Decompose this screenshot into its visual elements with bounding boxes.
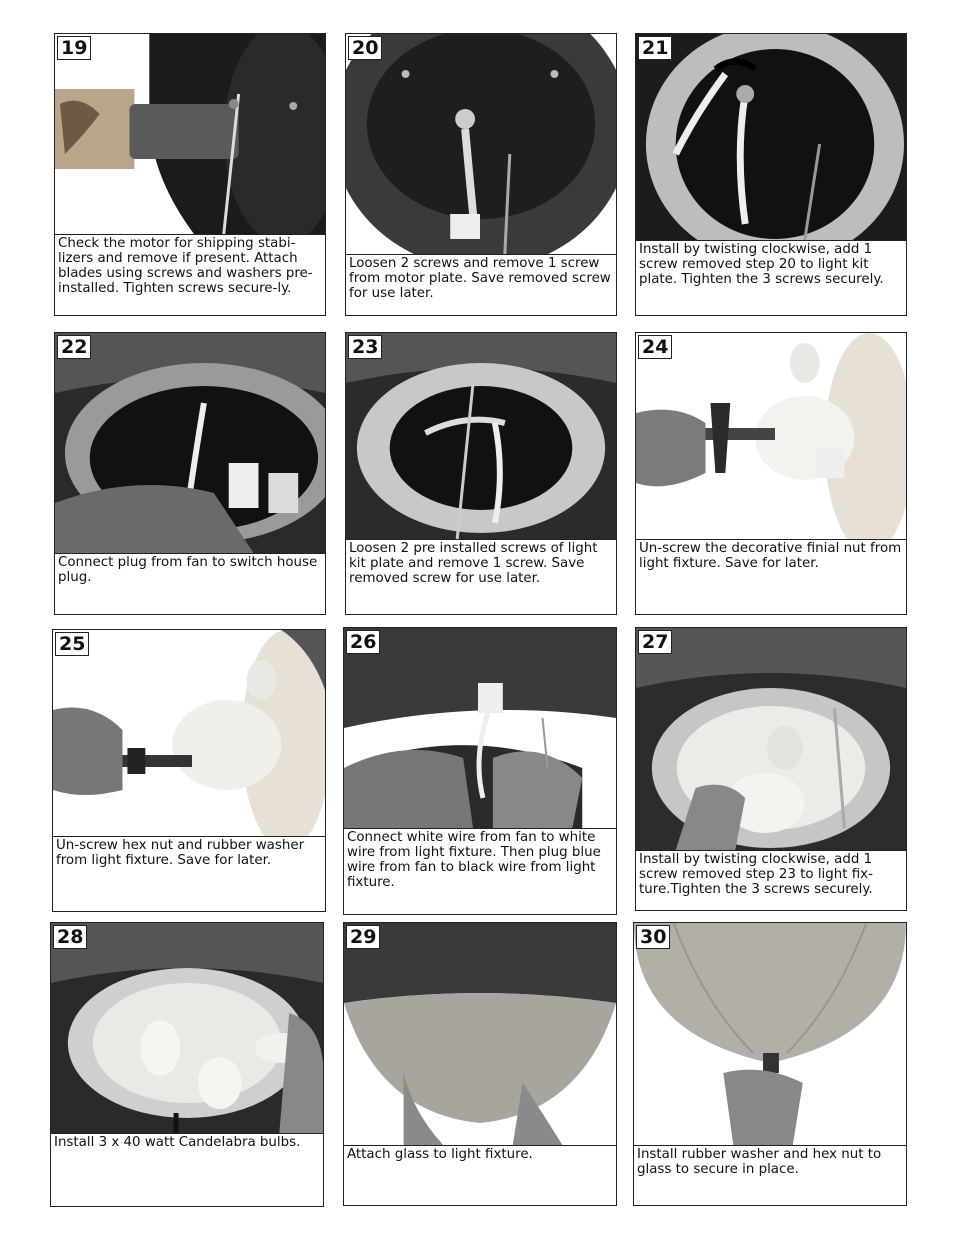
step-21 [635, 33, 907, 316]
finial-nut-photo [636, 333, 906, 540]
step-number: 30 [636, 925, 670, 949]
step-22 [54, 332, 326, 615]
step-number: 21 [638, 36, 672, 60]
step-29 [343, 922, 617, 1206]
step-caption: Connect plug from fan to switch house plug. [58, 555, 318, 585]
step-number: 27 [638, 630, 672, 654]
bulbs-photo [51, 923, 323, 1134]
step-number: 28 [53, 925, 87, 949]
step-number: 25 [55, 632, 89, 656]
step-caption: Install by twisting clockwise, add 1 screw removed step 23 to light fix-ture.Tighten the 3 screws securely. [639, 852, 873, 897]
light-kit-plate-photo [636, 34, 906, 241]
step-caption: Check the motor for shipping stabi- lizers and remove if present. Attach blades using screws and washers pre-installed. Tighten screws secure-ly. [58, 236, 313, 296]
light-fixture-install-photo [636, 628, 906, 851]
glass-secure-photo [634, 923, 906, 1146]
step-number: 24 [638, 335, 672, 359]
plug-connection-photo [55, 333, 325, 554]
step-caption: Loosen 2 screws and remove 1 screw from motor plate. Save removed screw for use later. [349, 256, 611, 301]
step-20 [345, 33, 617, 316]
hex-nut-photo [53, 630, 325, 837]
motor-plate-photo [346, 34, 616, 255]
light-kit-screws-photo [346, 333, 616, 540]
step-caption: Install by twisting clockwise, add 1 screw removed step 20 to light kit plate. Tighten the 3 screws securely. [639, 242, 884, 287]
wire-connection-photo [344, 628, 616, 829]
step-number: 19 [57, 36, 91, 60]
step-number: 23 [348, 335, 382, 359]
step-caption: Connect white wire from fan to white wire from light fixture. Then plug blue wire from fan to black wire from light fixture. [347, 830, 601, 890]
step-caption: Install rubber washer and hex nut to glass to secure in place. [637, 1147, 882, 1177]
step-caption: Install 3 x 40 watt Candelabra bulbs. [54, 1135, 301, 1150]
step-caption: Un-screw hex nut and rubber washer from light fixture. Save for later. [56, 838, 305, 868]
step-28 [50, 922, 324, 1207]
step-caption: Attach glass to light fixture. [347, 1147, 533, 1162]
step-caption: Loosen 2 pre installed screws of light kit plate and remove 1 screw. Save removed screw for use later. [349, 541, 598, 586]
step-number: 20 [348, 36, 382, 60]
glass-attach-photo [344, 923, 616, 1146]
step-number: 26 [346, 630, 380, 654]
step-number: 29 [346, 925, 380, 949]
fan-blade-attachment-photo [55, 34, 325, 235]
step-24 [635, 332, 907, 615]
step-23 [345, 332, 617, 615]
step-26 [343, 627, 617, 915]
step-25 [52, 629, 326, 912]
step-caption: Un-screw the decorative finial nut from light fixture. Save for later. [639, 541, 902, 571]
step-number: 22 [57, 335, 91, 359]
step-19 [54, 33, 326, 316]
step-27 [635, 627, 907, 911]
step-30 [633, 922, 907, 1206]
